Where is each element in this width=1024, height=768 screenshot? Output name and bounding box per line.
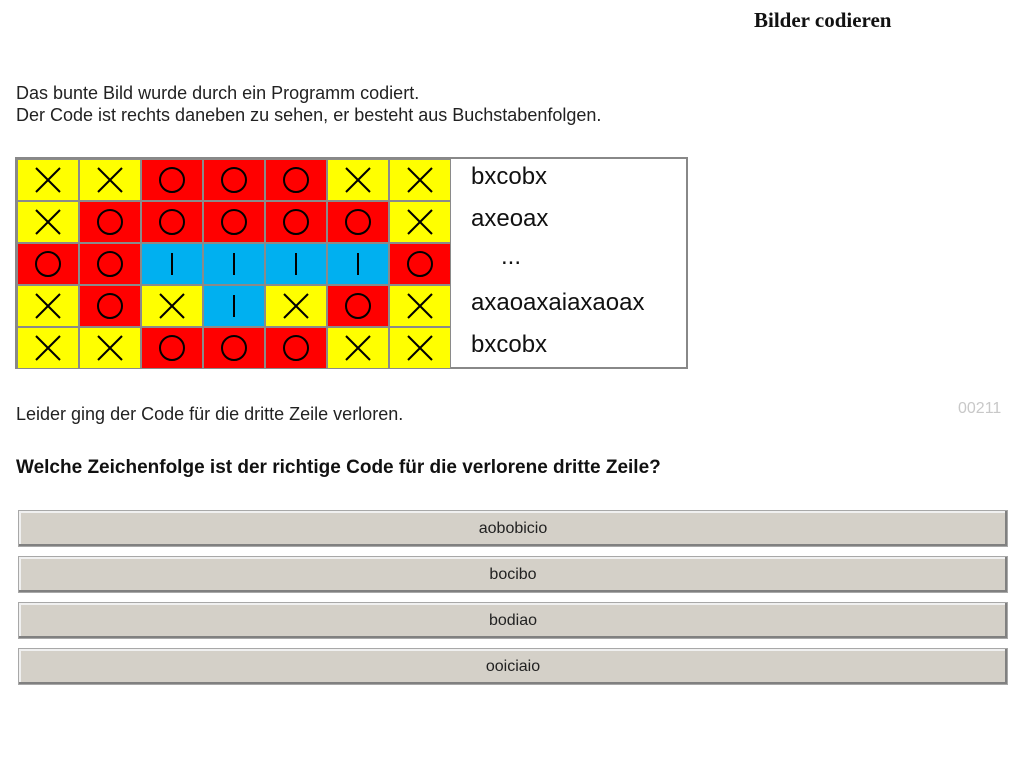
intro-line-2: Der Code ist rechts daneben zu sehen, er besteht aus Buchstabenfolgen. [16,105,602,125]
grid-cell [265,201,327,243]
lost-code-text: Leider ging der Code für die dritte Zeile verloren. [16,404,404,424]
answer-button-3[interactable]: bodiao [18,602,1008,639]
circle-icon [403,247,437,281]
grid-cell [389,243,451,285]
circle-icon [93,289,127,323]
grid-cell [141,327,203,369]
grid-cell [203,285,265,327]
bar-icon [341,247,375,281]
grid-cell [327,285,389,327]
circle-icon [217,331,251,365]
cross-icon [403,331,437,365]
grid-cell [265,159,327,201]
grid-cell [17,159,79,201]
cross-icon [403,289,437,323]
circle-icon [279,205,313,239]
circle-icon [155,205,189,239]
grid-cell [265,327,327,369]
circle-icon [31,247,65,281]
circle-icon [279,331,313,365]
grid-cell [265,243,327,285]
circle-icon [93,205,127,239]
grid-cell [79,243,141,285]
grid-cell [17,285,79,327]
answer-button-2[interactable]: bocibo [18,556,1008,593]
grid-cell [79,201,141,243]
intro-text [16,82,601,126]
cross-icon [155,289,189,323]
grid-cell [141,243,203,285]
circle-icon [279,163,313,197]
grid-cell [389,285,451,327]
grid-cell [389,159,451,201]
circle-icon [341,289,375,323]
grid-cell [79,159,141,201]
grid-cell [203,159,265,201]
cross-icon [31,289,65,323]
grid-cell [203,201,265,243]
task-id: 00211 [958,400,1002,417]
intro-line-1: Das bunte Bild wurde durch ein Programm codiert. [16,83,420,103]
cross-icon [31,205,65,239]
circle-icon [341,205,375,239]
cross-icon [93,163,127,197]
cross-icon [341,331,375,365]
page-title: Bilder codieren [754,8,892,32]
circle-icon [217,205,251,239]
grid-cell [389,327,451,369]
grid-cell [141,285,203,327]
bar-icon [155,247,189,281]
grid-cell [327,243,389,285]
answer-button-1[interactable]: aobobicio [18,510,1008,547]
cross-icon [31,163,65,197]
grid-cell [203,243,265,285]
grid-cell [327,201,389,243]
cross-icon [93,331,127,365]
cross-icon [31,331,65,365]
answer-list [18,510,1008,694]
grid-cell [141,159,203,201]
grid-cell [389,201,451,243]
cross-icon [403,205,437,239]
cross-icon [341,163,375,197]
grid-cell [265,285,327,327]
bar-icon [217,289,251,323]
cross-icon [403,163,437,197]
grid-cell [79,327,141,369]
code-row-3-missing: ... [501,243,522,270]
grid-cell [17,243,79,285]
code-list [453,159,686,367]
code-row-4: axaoaxaiaxaoax [471,289,645,316]
grid-cell [17,201,79,243]
bar-icon [217,247,251,281]
code-row-1: bxcobx [471,163,548,190]
puzzle-image [15,157,688,369]
grid-cell [79,285,141,327]
answer-button-4[interactable]: ooiciaio [18,648,1008,685]
code-row-5: bxcobx [471,331,548,358]
question-text: Welche Zeichenfolge ist der richtige Code für die verlorene dritte Zeile? [16,457,661,478]
code-row-2: axeoax [471,205,549,232]
grid-cell [141,201,203,243]
bar-icon [279,247,313,281]
circle-icon [93,247,127,281]
grid-cell [203,327,265,369]
cross-icon [279,289,313,323]
colored-grid [17,159,451,369]
grid-cell [17,327,79,369]
grid-cell [327,159,389,201]
circle-icon [217,163,251,197]
circle-icon [155,163,189,197]
circle-icon [155,331,189,365]
grid-cell [327,327,389,369]
